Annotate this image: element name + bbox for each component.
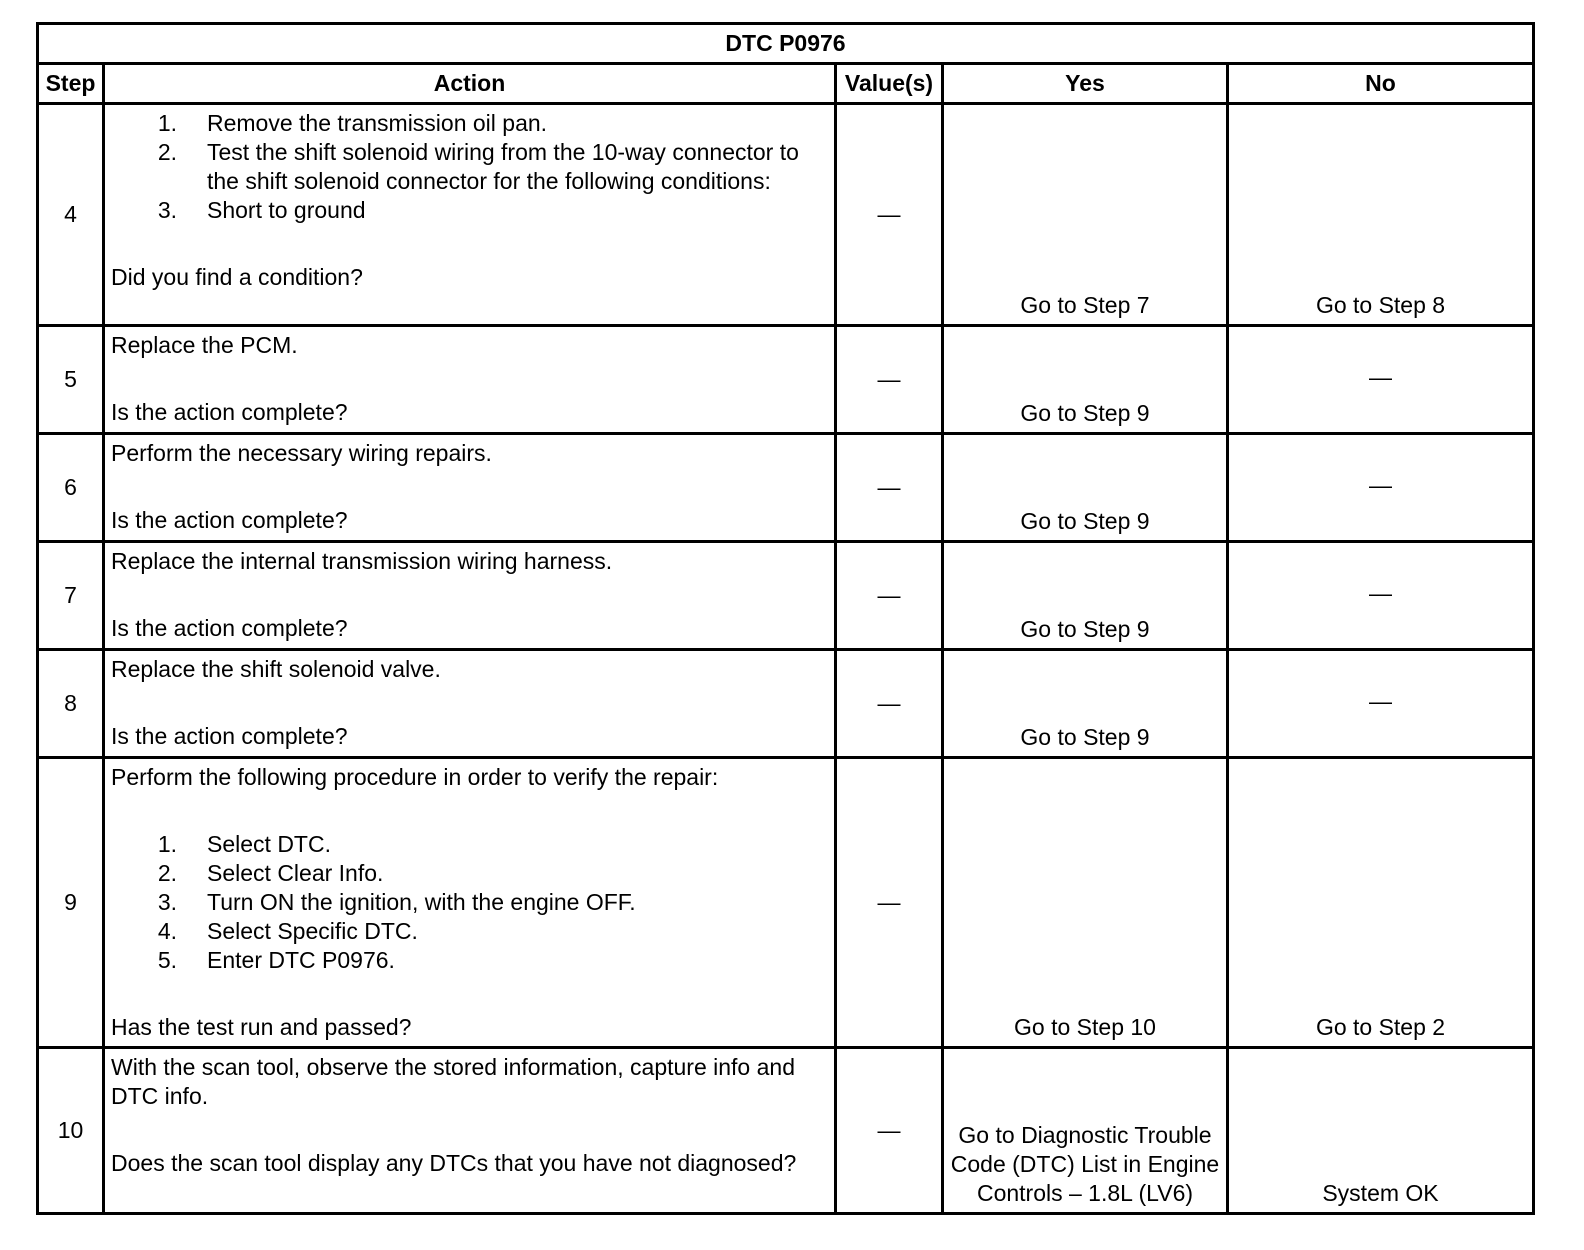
dtc-table (36, 22, 1535, 1215)
no-cell: Go to Step 2 (1228, 758, 1534, 1048)
table-row (38, 434, 1534, 542)
step-number: 9 (38, 758, 104, 1048)
value-cell: — (836, 326, 943, 434)
list-item: 3. Short to ground (157, 197, 366, 223)
list-item: 4. Select Specific DTC. (157, 918, 418, 944)
list-item: 1. Select DTC. (157, 831, 331, 857)
action-instruction: Perform the following procedure in order to verify the repair: (111, 764, 719, 790)
action-instruction: With the scan tool, observe the stored information, capture info and DTC info. (111, 1054, 795, 1109)
action-instruction: Replace the internal transmission wiring harness. (111, 548, 613, 574)
step-number: 7 (38, 542, 104, 650)
step-number: 4 (38, 104, 104, 326)
action-cell (104, 326, 836, 434)
table-row (38, 1048, 1534, 1214)
action-question: Is the action complete? (111, 507, 348, 533)
table-row (38, 326, 1534, 434)
value-cell: — (836, 1048, 943, 1214)
action-instruction: Perform the necessary wiring repairs. (111, 440, 492, 466)
no-cell: — (1228, 542, 1534, 650)
yes-cell: Go to Step 10 (943, 758, 1228, 1048)
action-cell (104, 434, 836, 542)
header-yes: Yes (943, 64, 1228, 104)
table-row (38, 104, 1534, 326)
value-cell: — (836, 434, 943, 542)
action-cell (104, 1048, 836, 1214)
table-row (38, 542, 1534, 650)
list-item: 3. Turn ON the ignition, with the engine OFF. (157, 889, 636, 915)
action-question: Does the scan tool display any DTCs that you have not diagnosed? (111, 1150, 797, 1176)
action-question: Is the action complete? (111, 615, 348, 641)
header-step: Step (38, 64, 104, 104)
table-title: DTC P0976 (38, 24, 1534, 64)
procedure-list (111, 109, 828, 225)
no-cell: — (1228, 650, 1534, 758)
list-item: 2. Select Clear Info. (157, 860, 384, 886)
no-cell: System OK (1228, 1048, 1534, 1214)
list-item: 1. Remove the transmission oil pan. (157, 110, 548, 136)
yes-cell: Go to Step 7 (943, 104, 1228, 326)
list-item: 2. Test the shift solenoid wiring from the 10-way connector to the shift solenoid connector for the following conditions: (157, 139, 799, 194)
yes-cell: Go to Step 9 (943, 434, 1228, 542)
action-question: Is the action complete? (111, 723, 348, 749)
value-cell: — (836, 758, 943, 1048)
action-instruction: Replace the shift solenoid valve. (111, 656, 441, 682)
action-cell (104, 758, 836, 1048)
action-cell (104, 650, 836, 758)
header-values: Value(s) (836, 64, 943, 104)
action-question: Did you find a condition? (111, 264, 363, 290)
step-number: 5 (38, 326, 104, 434)
yes-cell: Go to Step 9 (943, 326, 1228, 434)
action-instruction: Replace the PCM. (111, 332, 298, 358)
list-item: 5. Enter DTC P0976. (157, 947, 395, 973)
value-cell: — (836, 542, 943, 650)
header-action: Action (104, 64, 836, 104)
value-cell: — (836, 104, 943, 326)
procedure-list (111, 830, 828, 975)
step-number: 8 (38, 650, 104, 758)
yes-cell: Go to Step 9 (943, 650, 1228, 758)
value-cell: — (836, 650, 943, 758)
table-row (38, 758, 1534, 1048)
action-cell (104, 104, 836, 326)
action-question: Has the test run and passed? (111, 1014, 412, 1040)
no-cell: — (1228, 326, 1534, 434)
step-number: 6 (38, 434, 104, 542)
header-no: No (1228, 64, 1534, 104)
no-cell: Go to Step 8 (1228, 104, 1534, 326)
table-row (38, 650, 1534, 758)
step-number: 10 (38, 1048, 104, 1214)
action-cell (104, 542, 836, 650)
no-cell: — (1228, 434, 1534, 542)
yes-cell: Go to Diagnostic Trouble Code (DTC) List in Engine Controls – 1.8L (LV6) (943, 1048, 1228, 1214)
yes-cell: Go to Step 9 (943, 542, 1228, 650)
action-question: Is the action complete? (111, 399, 348, 425)
